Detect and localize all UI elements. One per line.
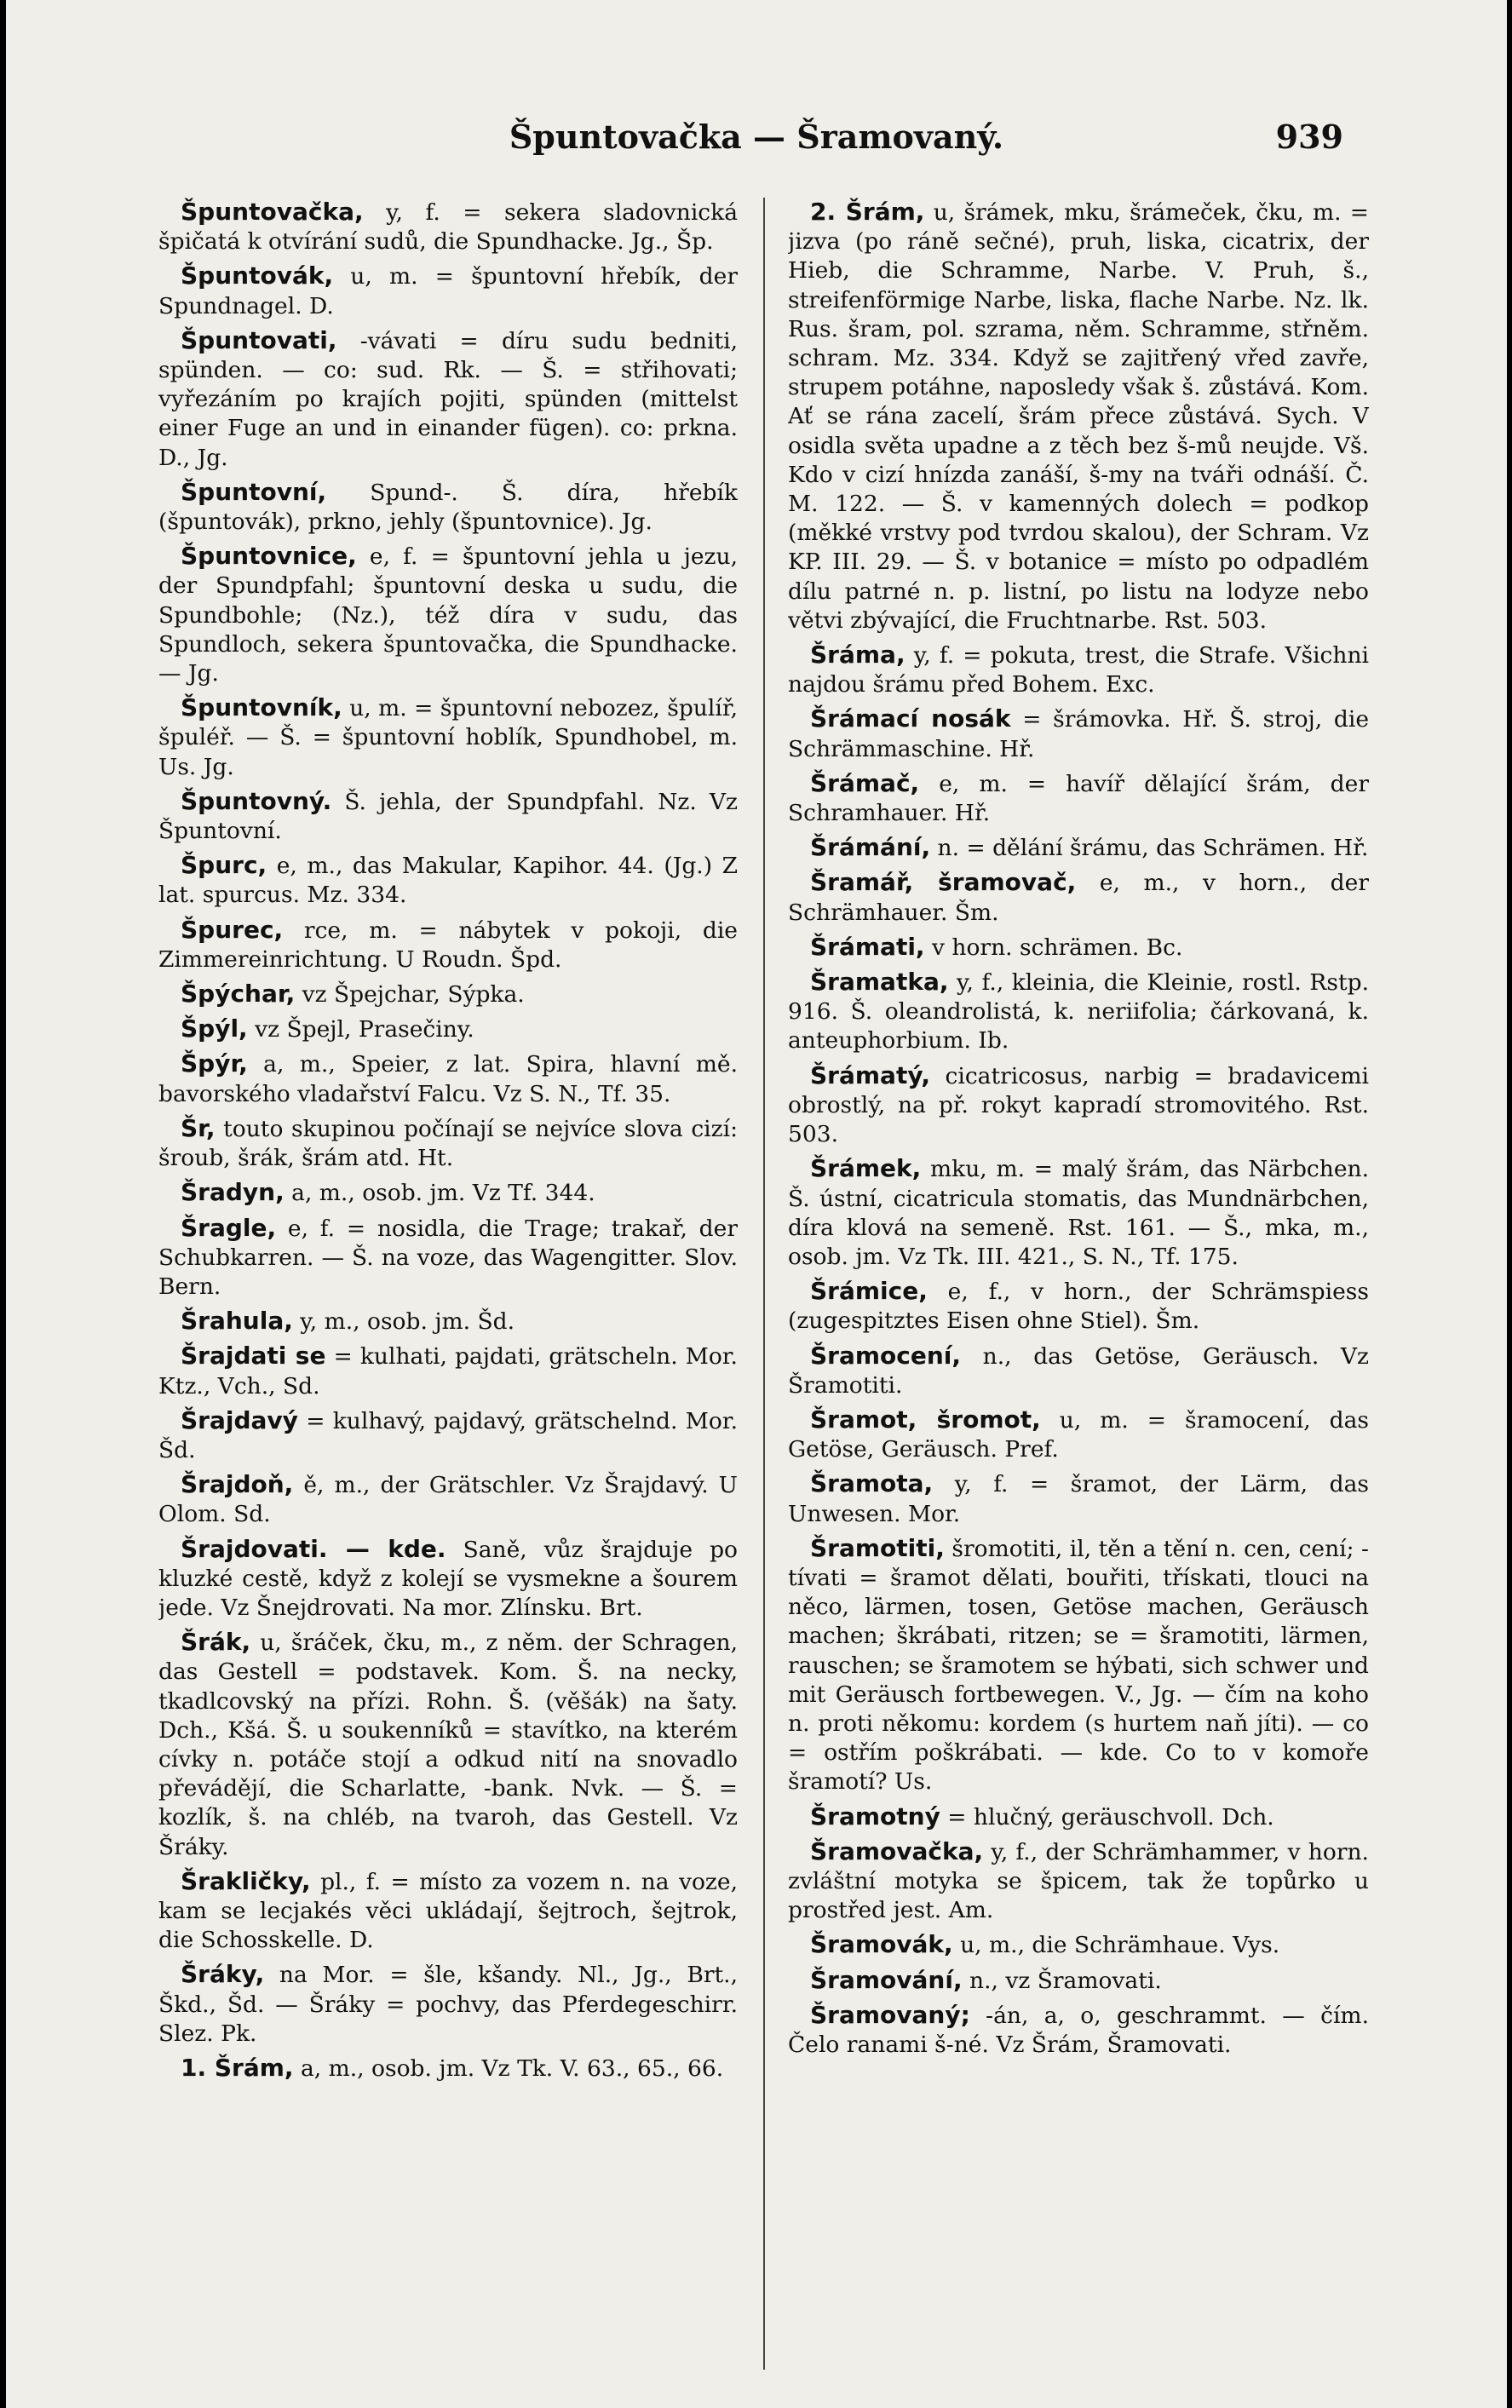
- dictionary-entry: [158, 1406, 738, 1465]
- entry-headword: Šradyn,: [181, 1178, 285, 1207]
- dictionary-entry: [158, 1114, 738, 1173]
- dictionary-entry: [788, 1930, 1369, 1960]
- dictionary-entry: [158, 693, 738, 782]
- entry-headword: Špýr,: [181, 1049, 248, 1078]
- entry-headword: Šramovák,: [810, 1930, 953, 1959]
- entry-headword: Šrámač,: [810, 768, 920, 797]
- entry-headword: Špuntovný.: [181, 786, 332, 815]
- entry-definition: y, f., kleinia, die Kleinie, rostl. Rstp. 916. Š. oleandrolistá, k. neriifolia; čárkovaná, k. anteuphorbium. Ib.: [788, 969, 1369, 1055]
- entry-headword: Šráky,: [181, 1960, 265, 1989]
- entry-headword: Šrámatý,: [810, 1060, 931, 1089]
- entry-definition: Saně, vůz šrajduje po kluzké cestě, když z kolejí se vysmekne a šourem jede. Vz Šnejdrovati. Na mor. Zlínsku. Brt.: [158, 1536, 738, 1621]
- dictionary-entry: [158, 1178, 738, 1208]
- entry-definition: rce, m. = nábytek v pokoji, die Zimmereinrichtung. U Roudn. Špd.: [158, 917, 738, 973]
- dictionary-entry: [788, 833, 1369, 863]
- entry-headword: Šrámati,: [810, 932, 925, 961]
- dictionary-entry: [158, 1535, 738, 1624]
- dictionary-entry: [788, 868, 1369, 927]
- dictionary-entry: [788, 1837, 1369, 1926]
- entry-definition: vz Špejl, Prasečiny.: [247, 1016, 474, 1043]
- dictionary-entry: [158, 1960, 738, 2049]
- entry-definition: = hlučný, geräuschvoll. Dch.: [940, 1803, 1274, 1830]
- entry-headword: Šrajdoň,: [181, 1470, 294, 1499]
- dictionary-entry: [158, 1867, 738, 1956]
- dictionary-entry: [158, 1214, 738, 1302]
- entry-headword: Šramotný: [810, 1802, 940, 1830]
- dictionary-entry: [158, 1628, 738, 1862]
- dictionary-entry: [788, 1277, 1369, 1336]
- entry-definition: y, f. = pokuta, trest, die Strafe. Všichni najdou šrámu před Bohem. Exc.: [788, 642, 1369, 698]
- page-number: 939: [1275, 118, 1343, 156]
- entry-definition: u, šrámek, mku, šrámeček, čku, m. = jizva (po ráně sečné), pruh, liska, cicatrix, der Hieb, die Schramme, Narbe. V. Pruh, š., streifenförmige Narbe, liska, flache Narbe. Nz. lk. Rus. šram, pol. szrama, něm. Schramme, střněm. schram. Mz. 334. Když se zajitřený vřed zavře, strupem potáhne, naposledy však š. zůstává. Kom. Ať se rána zacelí, šrám přece zůstává. Sych. V osidla světa upadne a z těch bez š-mů neujde. Vš. Kdo v cizí hnízda zanáší, š-my na tváři odnáší. Č. M. 122. — Š. v kamenných dolech = podkop (měkké vrstvy pod tvrdou skalou), der Schram. Vz KP. III. 29. — Š. v botanice = místo po odpadlém dílu patrné n. p. listní, po listu na lodyze nebo větvi zbývající, die Fruchtnarbe. Rst. 503.: [788, 199, 1369, 634]
- entry-definition: ě, m., der Grätschler. Vz Šrajdavý. U Olom. Sd.: [158, 1472, 738, 1528]
- entry-headword: Šramovaný;: [810, 2000, 970, 2029]
- dictionary-entry: [158, 2054, 738, 2083]
- dictionary-entry: [158, 261, 738, 320]
- left-column: [158, 198, 738, 2365]
- entry-definition: y, f. = sekera sladovnická špičatá k otvírání sudů, die Spundhacke. Jg., Šp.: [158, 199, 738, 256]
- entry-headword: Šr,: [181, 1113, 216, 1142]
- entry-definition: u, m., die Schrämhaue. Vys.: [952, 1932, 1280, 1959]
- column-divider: [763, 198, 765, 2370]
- entry-headword: Špuntovák,: [181, 261, 334, 290]
- entry-definition: = kulhati, pajdati, grätscheln. Mor. Ktz., Vch., Sd.: [158, 1343, 738, 1399]
- dictionary-entry: [158, 326, 738, 473]
- entry-definition: touto skupinou počínají se nejvíce slova cizí: šroub, šrák, šrám atd. Ht.: [158, 1115, 738, 1172]
- entry-headword: Špýl,: [181, 1014, 248, 1043]
- entry-headword: Šrajdovati. — kde.: [181, 1534, 446, 1563]
- entry-definition: Spund-. Š. díra, hřebík (špuntovák), prkno, jehly (špuntovnice). Jg.: [158, 479, 738, 536]
- entry-definition: n., vz Šramovati.: [962, 1967, 1162, 1994]
- dictionary-entry: [788, 1405, 1369, 1464]
- header-title: Špuntovačka — Šramovaný.: [509, 118, 1004, 156]
- dictionary-entry: [788, 1154, 1369, 1272]
- entry-definition: = kulhavý, pajdavý, grätschelnd. Mor. Šd.: [158, 1407, 738, 1463]
- entry-definition: šromotiti, il, těn a tění n. cen, cení; -tívati = šramot dělati, bouřiti, třískati, tlouci na něco, lärmen, tosen, Getöse machen, Geräusch machen; škrábati, ritzen; se = šramotiti, lärmen, rauschen; se šramotem se hýbati, sich schwer und mit Geräusch fortbewegen. V., Jg. — čím na koho n. proti někomu: kordem (s hurtem naň jíti). — co = ostřím poškrábati. — kde. Co to v komoře šramotí? Us.: [788, 1535, 1369, 1796]
- dictionary-entry: [158, 1049, 738, 1108]
- entry-definition: a, m., osob. jm. Vz Tf. 344.: [284, 1180, 595, 1207]
- entry-headword: Šragle,: [181, 1213, 277, 1242]
- entry-headword: Špýchar,: [181, 980, 296, 1009]
- dictionary-entry: [788, 1802, 1369, 1832]
- dictionary-entry: [158, 1307, 738, 1336]
- dictionary-entry: [158, 478, 738, 537]
- running-header: [6, 118, 1507, 177]
- dictionary-entry: [158, 851, 738, 910]
- entry-headword: Šramocení,: [810, 1341, 962, 1370]
- entry-headword: Špuntovati,: [181, 325, 337, 354]
- entry-headword: Šrák,: [181, 1628, 251, 1657]
- entry-definition: cicatricosus, narbig = bradavicemi obrostlý, na př. rokyt kapradí stromovitého. Rst. 503.: [788, 1062, 1369, 1148]
- dictionary-entry: [788, 704, 1369, 763]
- dictionary-entry: [788, 198, 1369, 635]
- entry-definition: a, m., osob. jm. Vz Tk. V. 63., 65., 66.: [293, 2055, 724, 2082]
- dictionary-entry: [158, 198, 738, 256]
- entry-definition: y, f. = šramot, der Lärm, das Unwesen. Mor.: [788, 1471, 1369, 1527]
- entry-headword: Špuntovník,: [181, 693, 342, 722]
- entry-headword: Šramot, šromot,: [810, 1405, 1041, 1434]
- dictionary-entry: [158, 1470, 738, 1529]
- entry-definition: u, šráček, čku, m., z něm. der Schragen, das Gestell = podstavek. Kom. Š. na necky, tkadlcovský na přízi. Rohn. Š. (věšák) na šaty. Dch., Kšá. Š. u soukenníků = stavítko, na kterém cívky n. potáče stojí a odkud nití na snovadlo převádějí, die Scharlatte, -bank. Nvk. — Š. = kozlík, š. na chléb, na tvaroh, das Gestell. Vz Šráky.: [158, 1629, 738, 1860]
- entry-definition: mku, m. = malý šrám, das Närbchen. Š. ústní, cicatricula stomatis, das Mundnärbchen, díra klová na semeně. Rst. 161. — Š., mka, m., osob. jm. Vz Tk. III. 421., S. N., Tf. 175.: [788, 1156, 1369, 1270]
- dictionary-entry: [788, 1966, 1369, 1996]
- entry-definition: a, m., Speier, z lat. Spira, hlavní mě. bavorského vladařství Falcu. Vz S. N., Tf. 35.: [158, 1051, 738, 1107]
- entry-definition: n. = dělání šrámu, das Schrämen. Hř.: [930, 835, 1369, 862]
- entry-headword: Šrámice,: [810, 1277, 928, 1306]
- dictionary-entry: [158, 1014, 738, 1044]
- dictionary-entry: [788, 968, 1369, 1056]
- entry-definition: = šrámovka. Hř. Š. stroj, die Schrämmaschine. Hř.: [788, 706, 1369, 762]
- entry-definition: n., das Getöse, Geräusch. Vz Šramotiti.: [788, 1342, 1369, 1399]
- entry-headword: Šrajdavý: [181, 1405, 298, 1434]
- entry-headword: Šrámání,: [810, 833, 931, 862]
- entry-definition: e, m., das Makular, Kapihor. 44. (Jg.) Z lat. spurcus. Mz. 334.: [158, 853, 738, 909]
- dictionary-entry: [788, 1469, 1369, 1528]
- entry-headword: Šrámek,: [810, 1154, 922, 1183]
- entry-definition: vz Špejchar, Sýpka.: [295, 981, 525, 1009]
- entry-headword: Šramotiti,: [810, 1533, 945, 1562]
- dictionary-entry: [788, 641, 1369, 699]
- dictionary-entry: [158, 787, 738, 846]
- entry-headword: Šrajdati se: [181, 1342, 326, 1371]
- entry-headword: Špuntovačka,: [181, 198, 364, 226]
- entry-headword: Špurc,: [181, 851, 267, 880]
- dictionary-entry: [788, 769, 1369, 828]
- entry-definition: u, m. = špuntovní hřebík, der Spundnagel. D.: [158, 263, 738, 319]
- entry-definition: pl., f. = místo za vozem n. na voze, kam se lecjakés věci ukládají, šejtroch, šejtrok, die Schosskelle. D.: [158, 1868, 738, 1954]
- entry-definition: e, f. = nosidla, die Trage; trakař, der Schubkarren. — Š. na voze, das Wagengitter. Slov. Bern.: [158, 1215, 738, 1300]
- entry-headword: Šrakličky,: [181, 1866, 311, 1895]
- entry-definition: y, f., der Schrämhammer, v horn. zvláštní motyka se špicem, tak že topůrko u prostřed jest. Am.: [788, 1838, 1369, 1924]
- entry-definition: e, f., v horn., der Schrämspiess (zugespitztes Eisen ohne Stiel). Šm.: [788, 1279, 1369, 1335]
- entry-headword: Šráma,: [810, 641, 905, 670]
- dictionary-entry: [158, 1342, 738, 1400]
- entry-headword: Šrámací nosák: [810, 704, 1011, 733]
- entry-headword: Šramatka,: [810, 968, 949, 997]
- dictionary-entry: [158, 980, 738, 1009]
- entry-definition: -vávati = díru sudu bedniti, spünden. — co: sud. Rk. — Š. = střihovati; vyřezáním po krajích pojiti, spünden (mittelst einer Fuge an und in einander fügen). co: prkna. D., Jg.: [158, 327, 738, 471]
- entry-headword: 1. Šrám,: [181, 2053, 294, 2082]
- dictionary-entry: [788, 1061, 1369, 1150]
- entry-headword: Šramování,: [810, 1965, 963, 1994]
- entry-headword: Špurec,: [181, 915, 284, 944]
- entry-headword: Šramovačka,: [810, 1836, 984, 1865]
- entry-headword: Šrahula,: [181, 1307, 293, 1336]
- right-column: [788, 198, 1369, 2365]
- dictionary-entry: [158, 916, 738, 974]
- entry-headword: Šramář, šramovač,: [810, 868, 1077, 897]
- entry-headword: Špuntovnice,: [181, 542, 357, 571]
- entry-headword: Šramota,: [810, 1469, 934, 1498]
- dictionary-entry: [788, 1342, 1369, 1400]
- dictionary-entry: [788, 1534, 1369, 1797]
- entry-definition: u, m. = špuntovní nebozez, špulíř, špuléř. — Š. = špuntovní hoblík, Spundhobel, m. Us. Jg.: [158, 695, 738, 780]
- entry-definition: na Mor. = šle, kšandy. Nl., Jg., Brt., Škd., Šd. — Šráky = pochvy, das Pferdegeschirr. Slez. Pk.: [158, 1962, 738, 2047]
- dictionary-entry: [158, 542, 738, 688]
- entry-definition: y, m., osob. jm. Šd.: [292, 1308, 515, 1336]
- entry-definition: u, m. = šramocení, das Getöse, Geräusch. Pref.: [788, 1406, 1369, 1463]
- entry-headword: Špuntovní,: [181, 477, 327, 506]
- entry-definition: v horn. schrämen. Bc.: [924, 934, 1183, 961]
- entry-definition: e, m. = havíř dělající šrám, der Schramhauer. Hř.: [788, 770, 1369, 827]
- dictionary-entry: [788, 2001, 1369, 2060]
- dictionary-entry: [788, 933, 1369, 963]
- entry-headword: 2. Šrám,: [810, 198, 925, 226]
- entry-definition: -án, a, o, geschrammt. — čím. Čelo ranami š-né. Vz Šrám, Šramovati.: [788, 2002, 1369, 2058]
- entry-definition: Š. jehla, der Spundpfahl. Nz. Vz Špuntovní.: [158, 788, 738, 845]
- entry-definition: e, f. = špuntovní jehla u jezu, der Spundpfahl; špuntovní deska u sudu, die Spundbohle; (Nz.), též díra v sudu, das Spundloch, sekera špuntovačka, die Spundhacke. — Jg.: [158, 543, 738, 687]
- entry-definition: e, m., v horn., der Schrämhauer. Šm.: [788, 870, 1369, 926]
